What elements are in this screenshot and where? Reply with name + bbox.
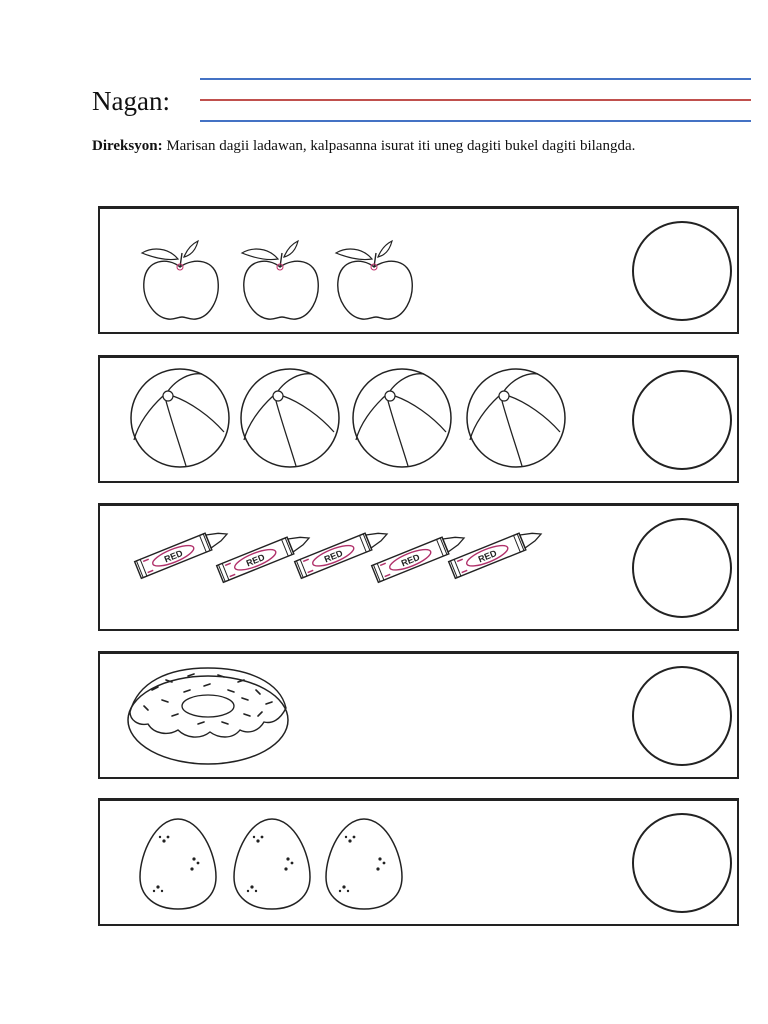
name-label: Nagan: [92, 86, 170, 116]
donut-icon [128, 668, 288, 764]
row-apples [98, 206, 739, 334]
answer-circle[interactable] [632, 813, 732, 913]
beach-ball-icon [353, 369, 451, 467]
directions-label: Direksyon: [92, 138, 163, 154]
crayon-icon [135, 526, 231, 579]
handwriting-line-mid [200, 99, 751, 101]
beach-ball-icon [467, 369, 565, 467]
row-crayons [98, 503, 739, 631]
answer-circle[interactable] [632, 518, 732, 618]
row-donut [98, 651, 739, 779]
answer-circle[interactable] [632, 221, 732, 321]
egg-icon [326, 819, 402, 909]
answer-circle[interactable] [632, 370, 732, 470]
crayon-icon [449, 526, 545, 579]
apple-icon [242, 241, 318, 319]
row-eggs [98, 798, 739, 926]
apple-icon [142, 241, 218, 319]
directions-text: Marisan dagii ladawan, kalpasanna isurat iti uneg dagiti bukel dagiti bilangda. [162, 138, 636, 154]
crayon-icon [217, 530, 313, 583]
handwriting-line-top [200, 78, 751, 80]
crayon-label: RED [476, 548, 499, 565]
crayon-label: RED [399, 552, 422, 569]
directions [92, 136, 672, 157]
egg-icon [140, 819, 216, 909]
crayon-label: RED [162, 548, 185, 565]
answer-circle[interactable] [632, 666, 732, 766]
beach-ball-icon [241, 369, 339, 467]
egg-icon [234, 819, 310, 909]
apple-icon [336, 241, 412, 319]
row-beach-balls [98, 355, 739, 483]
handwriting-line-bottom [200, 120, 751, 122]
crayon-label: RED [244, 552, 267, 569]
crayon-label: RED [322, 548, 345, 565]
crayon-icon [372, 530, 468, 583]
beach-ball-icon [131, 369, 229, 467]
